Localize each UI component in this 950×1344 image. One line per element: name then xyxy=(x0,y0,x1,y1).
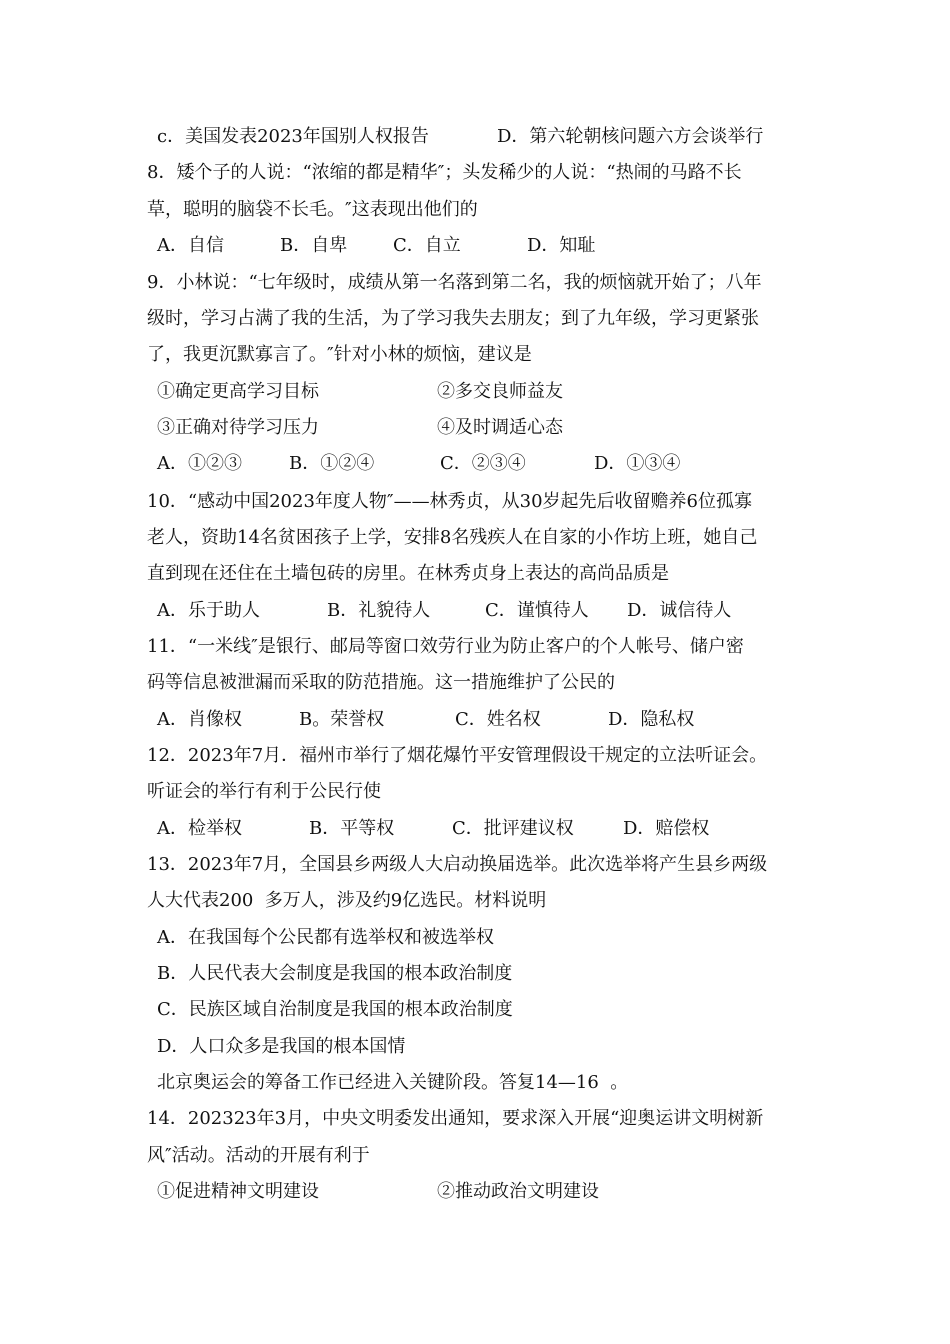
q12-option-b: B．平等权 xyxy=(309,818,395,839)
q13-option-c: C．民族区域自治制度是我国的根本政治制度 xyxy=(157,999,513,1020)
question-10-line-2: 老人，资助14名贫困孩子上学，安排8名残疾人在自家的小作坊上班，她自己 xyxy=(147,527,758,548)
q9-item-3: ③正确对待学习压力 xyxy=(157,417,319,438)
q13-option-d: D．人口众多是我国的根本国情 xyxy=(157,1036,406,1057)
q12-option-c: C．批评建议权 xyxy=(452,818,574,839)
q9-item-1: ①确定更高学习目标 xyxy=(157,381,319,402)
question-11-line-1: 11．“一米线″是银行、邮局等窗口效劳行业为防止客户的个人帐号、储户密 xyxy=(147,636,744,657)
question-9-line-1: 9．小林说：“七年级时，成绩从第一名落到第二名，我的烦恼就开始了；八年 xyxy=(147,272,762,293)
q11-option-d: D．隐私权 xyxy=(608,709,695,730)
q9-item-2: ②多交良师益友 xyxy=(437,381,563,402)
question-10-line-1: 10．“感动中国2023年度人物″——林秀贞，从30岁起先后收留赡养6位孤寡 xyxy=(147,491,752,512)
q10-option-a: A．乐于助人 xyxy=(157,600,260,621)
q8-option-d: D．知耻 xyxy=(527,235,596,256)
q13-option-a: A．在我国每个公民都有选举权和被选举权 xyxy=(157,927,494,948)
question-12-line-2: 听证会的举行有利于公民行使 xyxy=(147,781,381,802)
q9-option-c: C．②③④ xyxy=(440,453,526,474)
question-14-line-1: 14．202323年3月，中央文明委发出通知，要求深入开展“迎奥运讲文明树新 xyxy=(147,1108,764,1129)
q10-option-c: C．谨慎待人 xyxy=(485,600,589,621)
q11-option-c: C．姓名权 xyxy=(455,709,541,730)
q8-option-b: B．自卑 xyxy=(280,235,348,256)
question-13-line-1: 13．2023年7月，全国县乡两级人大启动换届选举。此次选举将产生县乡两级 xyxy=(147,854,768,875)
question-8-line-2: 草，聪明的脑袋不长毛。″这表现出他们的 xyxy=(147,199,478,220)
q11-option-a: A．肖像权 xyxy=(157,709,242,730)
option-d-line: D．第六轮朝核问题六方会谈举行 xyxy=(497,126,764,147)
q9-item-4: ④及时调适心态 xyxy=(437,417,563,438)
question-14-line-2: 风″活动。活动的开展有利于 xyxy=(147,1145,370,1166)
question-8-line-1: 8．矮个子的人说：“浓缩的都是精华″；头发稀少的人说：“热闹的马路不长 xyxy=(147,162,742,183)
question-10-line-3: 直到现在还住在土墙包砖的房里。在林秀贞身上表达的高尚品质是 xyxy=(147,563,669,584)
q10-option-d: D．诚信待人 xyxy=(627,600,732,621)
q11-option-b: B。荣誉权 xyxy=(299,709,385,730)
q12-option-d: D．赔偿权 xyxy=(623,818,710,839)
q9-option-d: D．①③④ xyxy=(594,453,681,474)
question-12-line-1: 12．2023年7月．福州市举行了烟花爆竹平安管理假设干规定的立法听证会。 xyxy=(147,745,768,766)
q8-option-c: C．自立 xyxy=(393,235,461,256)
section-intro: 北京奥运会的筹备工作已经进入关键阶段。答复14—16 。 xyxy=(157,1072,629,1093)
q14-item-1: ①促进精神文明建设 xyxy=(157,1181,319,1202)
q8-option-a: A．自信 xyxy=(157,235,224,256)
q12-option-a: A．检举权 xyxy=(157,818,242,839)
question-13-line-2: 人大代表200 多万人，涉及约9亿选民。材料说明 xyxy=(147,890,547,911)
question-9-line-3: 了，我更沉默寡言了。″针对小林的烦恼，建议是 xyxy=(147,344,532,365)
q10-option-b: B．礼貌待人 xyxy=(327,600,431,621)
q14-item-2: ②推动政治文明建设 xyxy=(437,1181,599,1202)
question-9-line-2: 级时，学习占满了我的生活，为了学习我失去朋友；到了九年级，学习更紧张 xyxy=(147,308,759,329)
question-11-line-2: 码等信息被泄漏而采取的防范措施。这一措施维护了公民的 xyxy=(147,672,615,693)
q9-option-a: A．①②③ xyxy=(157,453,242,474)
q13-option-b: B．人民代表大会制度是我国的根本政治制度 xyxy=(157,963,513,984)
q9-option-b: B．①②④ xyxy=(289,453,375,474)
option-c-line: c．美国发表2023年国别人权报告 xyxy=(157,126,429,147)
